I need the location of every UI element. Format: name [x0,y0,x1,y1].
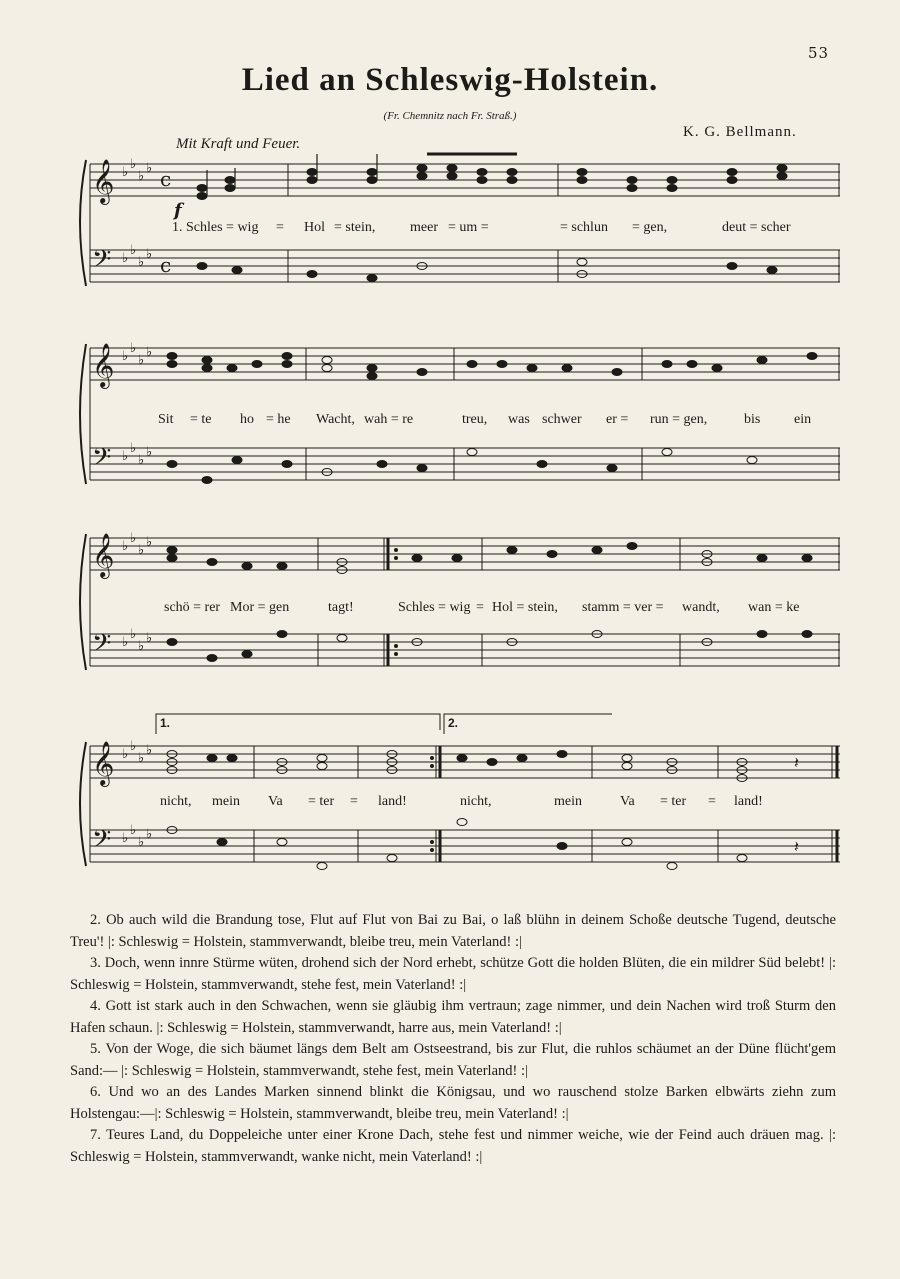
svg-text:♭: ♭ [138,453,145,468]
lyric-syllable: Va [268,794,283,809]
lyric-syllable: ho [240,412,254,427]
lyric-syllable: = ter [660,794,687,809]
additional-verses [70,910,836,1168]
svg-text:♭: ♭ [130,627,137,642]
svg-text:♭: ♭ [138,169,145,184]
svg-text:𝄞: 𝄞 [92,343,115,387]
lyric-syllable: was [508,412,530,427]
lyric-syllable: schö = rer [164,600,221,615]
lyric-syllable: deut = scher [722,220,791,235]
lyric-syllable: = [708,794,716,809]
svg-text:c: c [160,253,172,277]
staff-notation [72,530,840,720]
svg-text:♭: ♭ [146,247,153,262]
lyric-syllable: run = gen, [650,412,708,427]
lyric-syllable: = um = [448,220,489,235]
lyric-syllable: Sit [158,412,174,427]
svg-text:♭: ♭ [138,639,145,654]
svg-text:♭: ♭ [130,531,137,546]
svg-text:𝄞: 𝄞 [92,741,115,785]
svg-text:♭: ♭ [122,165,129,180]
svg-text:♭: ♭ [138,835,145,850]
lyric-syllable: stamm = ver = [582,600,664,615]
lyric-syllable: land! [378,794,407,809]
svg-text:♭: ♭ [130,441,137,456]
svg-text:♭: ♭ [146,161,153,176]
song-subtitle: (Fr. Chemnitz nach Fr. Straß.) [383,110,517,122]
svg-text:♭: ♭ [122,635,129,650]
first-ending-label: 1. [160,716,171,730]
svg-text:♭: ♭ [138,751,145,766]
lyric-syllable: bis [744,412,761,427]
lyric-syllable: tagt! [328,600,354,615]
lyric-syllable: mein [212,794,240,809]
music-system-3 [72,530,840,720]
lyric-syllable: Schles = wig [398,600,471,615]
svg-text:♭: ♭ [122,831,129,846]
lyric-syllable: schwer [542,412,582,427]
lyric-syllable: wan = ke [748,600,800,615]
svg-text:𝄢: 𝄢 [92,629,112,664]
svg-text:𝄽: 𝄽 [794,753,799,772]
staff-notation [72,340,840,530]
lyric-syllable: = [350,794,358,809]
svg-text:c: c [160,167,172,191]
lyric-syllable: Mor = gen [230,600,290,615]
lyric-syllable: treu, [462,412,488,427]
svg-text:𝄢: 𝄢 [92,825,112,860]
svg-text:♭: ♭ [122,349,129,364]
svg-text:𝄢: 𝄢 [92,245,112,280]
lyric-syllable: Hol [304,220,325,235]
lyric-syllable: = schlun [560,220,608,235]
lyric-syllable: 1. Schles = wig [172,220,259,235]
svg-text:𝄢: 𝄢 [92,443,112,478]
svg-text:♭: ♭ [122,449,129,464]
svg-text:𝄽: 𝄽 [794,837,799,856]
verse-3: 3. Doch, wenn innre Stürme wüten, drohend sich der Nord erhebt, schütze Gott die holden Blüten, die ein mildrer Süd belebt! |: Schleswig = Holstein, stammverwandt, stehe fest, mein Vaterland! :| [70,955,836,993]
lyric-syllable: wah = re [364,412,414,427]
verse-5: 5. Von der Woge, die sich bäumet längs dem Belt am Ostseestrand, bis zur Flut, die ruhlos schäumet an der Düne flücht'gem Sand:— |: Schleswig = Holstein, stammverwandt, stehe fest, mein Vaterland! :| [70,1041,836,1079]
svg-text:♭: ♭ [146,631,153,646]
music-system-2 [72,340,840,530]
tempo-marking: Mit Kraft und Feuer. [176,136,301,152]
lyric-syllable: = [276,220,284,235]
svg-text:♭: ♭ [130,739,137,754]
verse-2: 2. Ob auch wild die Brandung tose, Flut auf Flut von Bai zu Bai, o laß blühn in deinem Schoße deutsche Tugend, deutsche Treu'! |: Schleswig = Holstein, stammverwandt, bleibe treu, mein Vaterland! :| [70,912,836,950]
svg-text:♭: ♭ [138,543,145,558]
svg-text:♭: ♭ [146,535,153,550]
svg-text:♭: ♭ [138,353,145,368]
lyric-syllable: = ter [308,794,335,809]
svg-text:𝄞: 𝄞 [92,533,115,577]
svg-text:♭: ♭ [146,345,153,360]
lyric-syllable: nicht, [160,794,192,809]
music-system-4 [72,712,840,902]
composer: K. G. Bellmann. [683,124,797,140]
svg-text:♭: ♭ [130,823,137,838]
lyric-syllable: ein [794,412,812,427]
lyric-syllable: = [476,600,484,615]
lyric-syllable: = he [266,412,291,427]
svg-text:♭: ♭ [130,243,137,258]
lyric-syllable: meer [410,220,438,235]
page-number: 53 [808,44,830,62]
second-ending-label: 2. [448,716,459,730]
verse-4: 4. Gott ist stark auch in den Schwachen, wenn sie gläubig ihm vertraun; zage nimmer, und dein Nachen wird troß Sturm den Hafen schaun. |: Schleswig = Holstein, stammverwandt, harre aus, mein Vaterland! :| [70,998,836,1036]
svg-text:♭: ♭ [122,747,129,762]
lyric-syllable: land! [734,794,763,809]
svg-text:♭: ♭ [146,743,153,758]
lyric-syllable: er = [606,412,629,427]
svg-text:♭: ♭ [130,341,137,356]
lyric-syllable: mein [554,794,582,809]
dynamic-marking: f [174,200,182,221]
lyric-syllable: wandt, [682,600,720,615]
svg-text:♭: ♭ [122,251,129,266]
lyric-syllable: nicht, [460,794,492,809]
lyric-syllable: Hol = stein, [492,600,558,615]
svg-text:♭: ♭ [130,157,137,172]
lyric-syllable: = gen, [632,220,668,235]
svg-text:♭: ♭ [146,445,153,460]
svg-text:♭: ♭ [146,827,153,842]
lyric-syllable: Va [620,794,635,809]
svg-text:𝄞: 𝄞 [92,159,115,203]
staff-notation [72,150,840,340]
song-title: Lied an Schleswig-Holstein. [241,62,659,98]
lyric-syllable: = te [190,412,212,427]
lyric-syllable: = stein, [334,220,376,235]
music-system-1 [72,150,840,340]
svg-text:♭: ♭ [122,539,129,554]
verse-6: 6. Und wo an des Landes Marken sinnend blinkt die Königsau, und wo rauschend stolze Barken elbwärts ziehn zum Holstengau:—|: Schleswig = Holstein, stammverwandt, bleibe treu, mein Vaterland! :| [70,1084,836,1122]
lyric-syllable: Wacht, [316,412,355,427]
svg-text:♭: ♭ [138,255,145,270]
verse-7: 7. Teures Land, du Doppeleiche unter einer Krone Dach, stehe fest und nimmer weiche, wie der Feind auch dräuen mag. |: Schleswig = Holstein, stammverwandt, wanke nicht, mein Vaterland! :| [70,1127,836,1165]
